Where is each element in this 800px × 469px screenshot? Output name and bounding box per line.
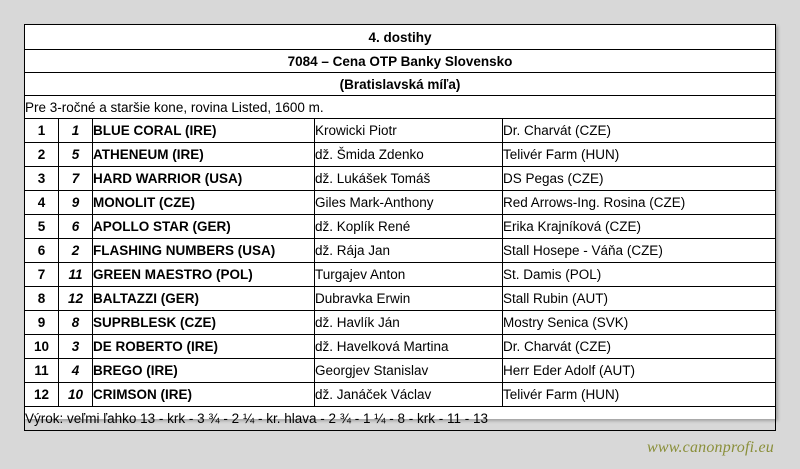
table-row <box>25 143 776 167</box>
race-subtitle: (Bratislavská míľa) <box>25 73 776 96</box>
watermark-text: www.canonprofi.eu <box>647 439 774 456</box>
saddle-number: 4 <box>59 359 93 383</box>
race-conditions: Pre 3-ročné a staršie kone, rovina Listed, 1600 m. <box>25 96 776 119</box>
saddle-number: 5 <box>59 143 93 167</box>
owner-name: Mostry Senica (SVK) <box>503 311 776 335</box>
owner-name: Stall Hosepe - Váňa (CZE) <box>503 239 776 263</box>
table-row <box>25 191 776 215</box>
finish-position: 2 <box>25 143 59 167</box>
owner-name: St. Damis (POL) <box>503 263 776 287</box>
jockey-name: Georgjev Stanislav <box>315 359 503 383</box>
finish-position: 7 <box>25 263 59 287</box>
saddle-number: 2 <box>59 239 93 263</box>
finish-position: 8 <box>25 287 59 311</box>
table-row <box>25 359 776 383</box>
finish-position: 12 <box>25 383 59 407</box>
saddle-number: 12 <box>59 287 93 311</box>
finish-position: 4 <box>25 191 59 215</box>
owner-name: DS Pegas (CZE) <box>503 167 776 191</box>
saddle-number: 11 <box>59 263 93 287</box>
jockey-name: dž. Havlík Ján <box>315 311 503 335</box>
horse-name: APOLLO STAR (GER) <box>93 215 315 239</box>
horse-name: HARD WARRIOR (USA) <box>93 167 315 191</box>
horse-name: ATHENEUM (IRE) <box>93 143 315 167</box>
finish-position: 1 <box>25 119 59 143</box>
jockey-name: dž. Havelková Martina <box>315 335 503 359</box>
finish-position: 5 <box>25 215 59 239</box>
jockey-name: Krowicki Piotr <box>315 119 503 143</box>
owner-name: Erika Krajníková (CZE) <box>503 215 776 239</box>
table-row <box>25 287 776 311</box>
verdict-row <box>25 407 776 431</box>
owner-name: Telivér Farm (HUN) <box>503 383 776 407</box>
owner-name: Telivér Farm (HUN) <box>503 143 776 167</box>
saddle-number: 7 <box>59 167 93 191</box>
horse-name: CRIMSON (IRE) <box>93 383 315 407</box>
race-subtitle-row <box>25 73 776 96</box>
saddle-number: 8 <box>59 311 93 335</box>
race-title-row <box>25 50 776 73</box>
table-row <box>25 239 776 263</box>
table-row <box>25 167 776 191</box>
horse-name: DE ROBERTO (IRE) <box>93 335 315 359</box>
jockey-name: dž. Lukášek Tomáš <box>315 167 503 191</box>
table-row <box>25 335 776 359</box>
finish-position: 6 <box>25 239 59 263</box>
jockey-name: Dubravka Erwin <box>315 287 503 311</box>
jockey-name: dž. Janáček Václav <box>315 383 503 407</box>
owner-name: Herr Eder Adolf (AUT) <box>503 359 776 383</box>
owner-name: Stall Rubin (AUT) <box>503 287 776 311</box>
saddle-number: 1 <box>59 119 93 143</box>
race-number-row <box>25 25 776 50</box>
finish-position: 3 <box>25 167 59 191</box>
table-row <box>25 263 776 287</box>
table-row <box>25 311 776 335</box>
owner-name: Dr. Charvát (CZE) <box>503 119 776 143</box>
jockey-name: Turgajev Anton <box>315 263 503 287</box>
horse-name: BALTAZZI (GER) <box>93 287 315 311</box>
saddle-number: 3 <box>59 335 93 359</box>
race-conditions-row <box>25 96 776 119</box>
owner-name: Dr. Charvát (CZE) <box>503 335 776 359</box>
jockey-name: Giles Mark-Anthony <box>315 191 503 215</box>
verdict-text: Výrok: veľmi ľahko 13 - krk - 3 ¾ - 2 ¼ - kr. hlava - 2 ¾ - 1 ¼ - 8 - krk - 11 - 13 <box>25 407 776 431</box>
horse-name: SUPRBLESK (CZE) <box>93 311 315 335</box>
finish-position: 10 <box>25 335 59 359</box>
finish-position: 11 <box>25 359 59 383</box>
race-title: 7084 – Cena OTP Banky Slovensko <box>25 50 776 73</box>
saddle-number: 6 <box>59 215 93 239</box>
table-row <box>25 215 776 239</box>
table-row <box>25 383 776 407</box>
race-results-body <box>25 25 776 431</box>
table-row <box>25 119 776 143</box>
horse-name: MONOLIT (CZE) <box>93 191 315 215</box>
horse-name: BREGO (IRE) <box>93 359 315 383</box>
saddle-number: 9 <box>59 191 93 215</box>
jockey-name: dž. Šmida Zdenko <box>315 143 503 167</box>
owner-name: Red Arrows-Ing. Rosina (CZE) <box>503 191 776 215</box>
jockey-name: dž. Koplík René <box>315 215 503 239</box>
race-results-table <box>24 24 776 431</box>
horse-name: GREEN MAESTRO (POL) <box>93 263 315 287</box>
horse-name: FLASHING NUMBERS (USA) <box>93 239 315 263</box>
race-result-sheet <box>24 24 776 426</box>
race-number-title: 4. dostihy <box>25 25 776 50</box>
saddle-number: 10 <box>59 383 93 407</box>
horse-name: BLUE CORAL (IRE) <box>93 119 315 143</box>
finish-position: 9 <box>25 311 59 335</box>
jockey-name: dž. Rája Jan <box>315 239 503 263</box>
